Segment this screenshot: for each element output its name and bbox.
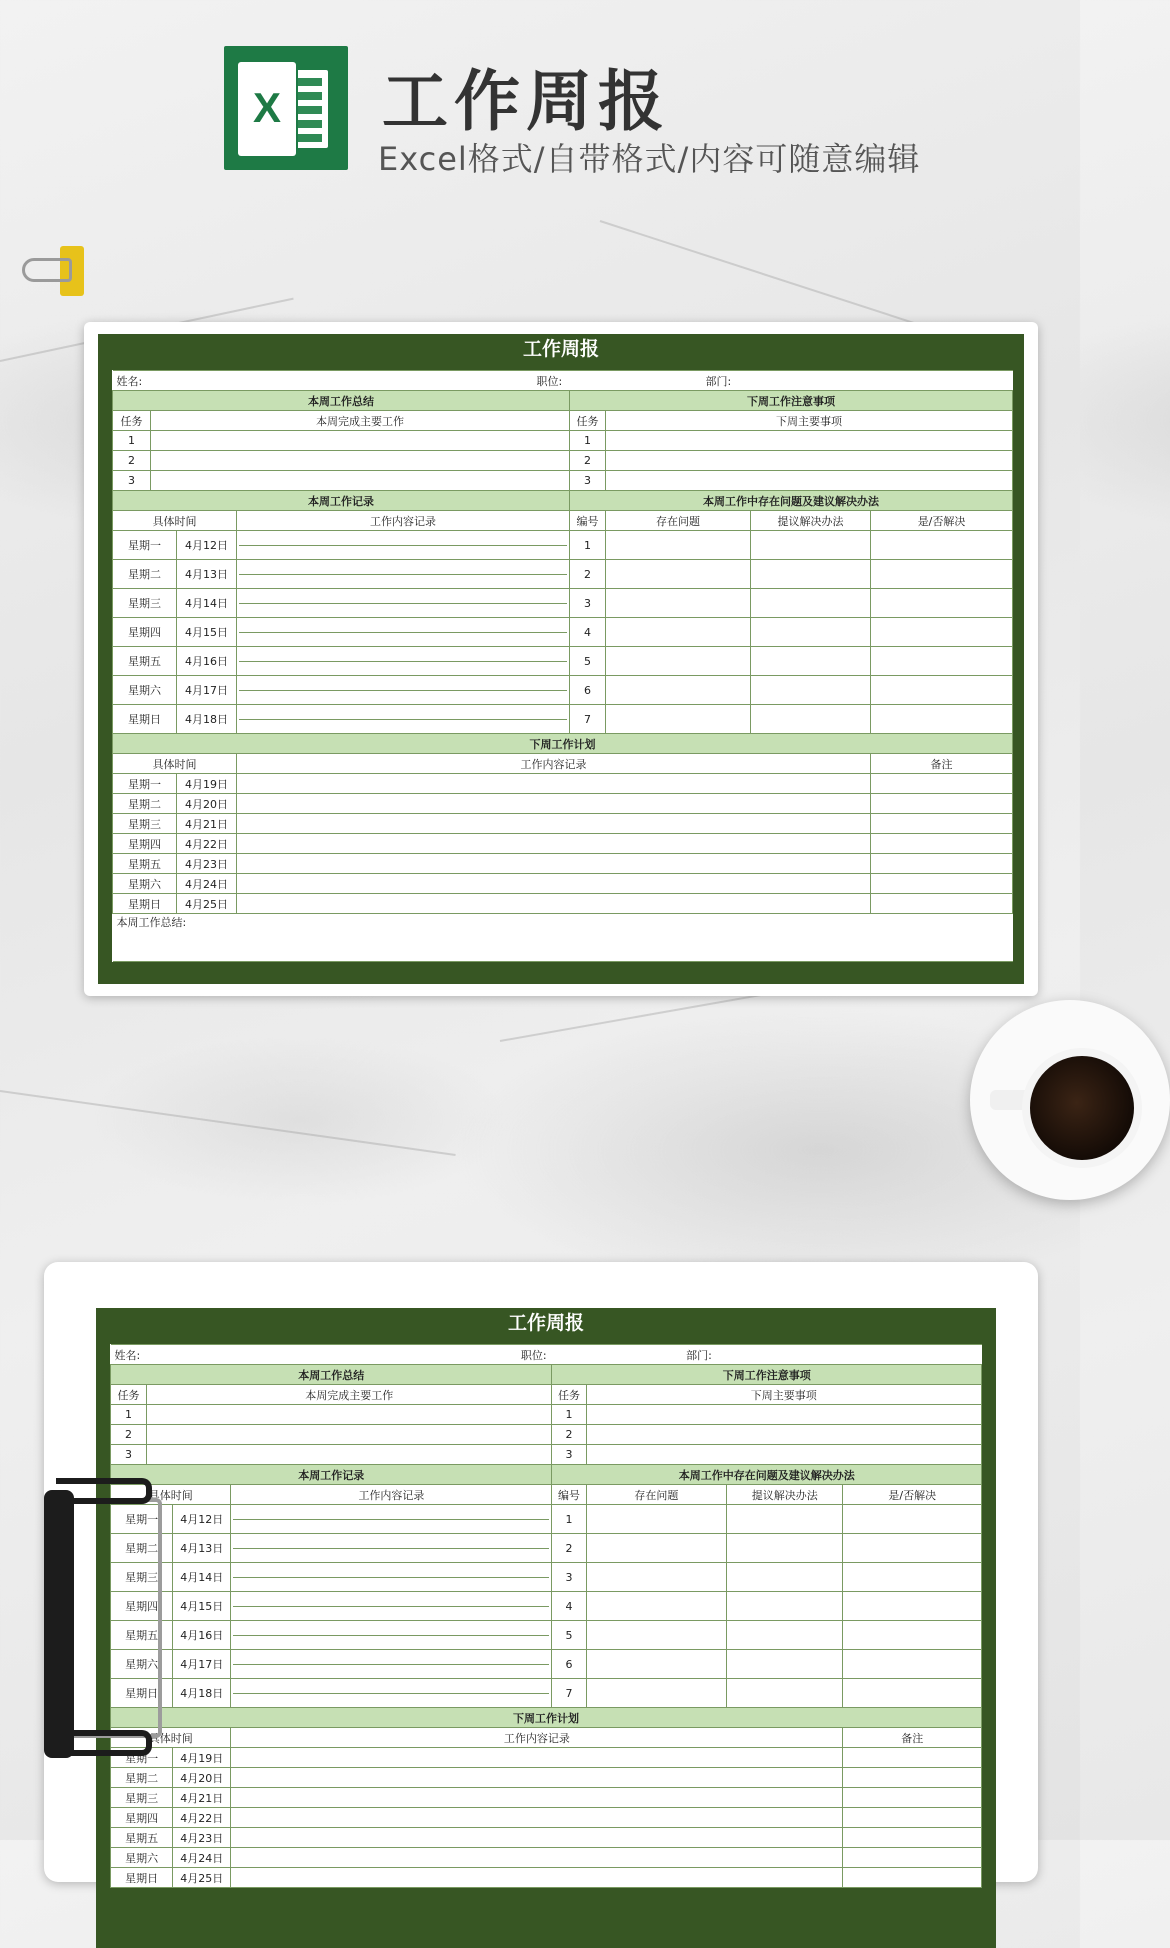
resolved-cell[interactable] xyxy=(843,1563,982,1592)
page-title: 工作周报 xyxy=(382,64,670,138)
sheet-title: 工作周报 xyxy=(507,1312,584,1334)
day-cell: 星期二 xyxy=(111,1768,173,1788)
problem-cell[interactable] xyxy=(586,1679,726,1708)
task-cell[interactable] xyxy=(606,471,1013,491)
remark-cell[interactable] xyxy=(871,834,1013,854)
resolved-cell[interactable] xyxy=(871,618,1013,647)
resolved-cell[interactable] xyxy=(871,647,1013,676)
resolved-cell[interactable] xyxy=(843,1621,982,1650)
day-cell: 星期一 xyxy=(111,1505,173,1534)
task-cell[interactable] xyxy=(147,1425,552,1445)
dept-label[interactable]: 部门: xyxy=(586,1345,981,1365)
plan-content-cell[interactable] xyxy=(231,1868,843,1888)
resolved-label: 是/否解决 xyxy=(871,511,1013,531)
issue-number: 1 xyxy=(552,1505,586,1534)
summary-header-row xyxy=(111,1365,982,1385)
suggest-cell[interactable] xyxy=(727,1679,843,1708)
day-cell: 星期六 xyxy=(113,676,177,705)
problem-cell[interactable] xyxy=(606,676,751,705)
plan-row xyxy=(113,794,1013,814)
issue-number: 2 xyxy=(570,560,606,589)
task-number: 1 xyxy=(570,431,606,451)
plan-row xyxy=(111,1768,982,1788)
time-label: 具体时间 xyxy=(113,754,237,774)
issue-number: 3 xyxy=(570,589,606,618)
task-number: 2 xyxy=(113,451,151,471)
name-label[interactable]: 姓名: xyxy=(111,1345,231,1365)
plan-header-row xyxy=(113,734,1013,754)
problem-cell[interactable] xyxy=(606,618,751,647)
remark-cell[interactable] xyxy=(843,1808,982,1828)
record-row xyxy=(111,1679,982,1708)
date-cell: 4月13日 xyxy=(173,1534,231,1563)
suggest-cell[interactable] xyxy=(727,1592,843,1621)
plan-row xyxy=(111,1748,982,1768)
issue-number: 5 xyxy=(552,1621,586,1650)
content-cell[interactable] xyxy=(237,647,570,676)
date-cell: 4月14日 xyxy=(173,1563,231,1592)
task-number: 2 xyxy=(570,451,606,471)
date-cell: 4月20日 xyxy=(177,794,237,814)
task-cell[interactable] xyxy=(147,1445,552,1465)
remark-cell[interactable] xyxy=(843,1868,982,1888)
plan-content-cell[interactable] xyxy=(231,1768,843,1788)
problem-cell[interactable] xyxy=(586,1650,726,1679)
issues-header: 本周工作中存在问题及建议解决办法 xyxy=(552,1465,982,1485)
plan-row xyxy=(111,1848,982,1868)
task-row xyxy=(113,431,1013,451)
next-items-label: 下周主要事项 xyxy=(586,1385,981,1405)
remark-cell[interactable] xyxy=(871,774,1013,794)
position-label[interactable]: 职位: xyxy=(237,371,606,391)
report-table-2 xyxy=(110,1344,982,1888)
issue-number: 5 xyxy=(570,647,606,676)
problem-cell[interactable] xyxy=(606,647,751,676)
info-row xyxy=(111,1345,982,1365)
date-cell: 4月14日 xyxy=(177,589,237,618)
day-cell: 星期日 xyxy=(111,1868,173,1888)
task-label: 任务 xyxy=(111,1385,147,1405)
day-cell: 星期五 xyxy=(113,647,177,676)
task-number: 3 xyxy=(113,471,151,491)
task-header-row xyxy=(111,1385,982,1405)
issue-number: 4 xyxy=(552,1592,586,1621)
task-number: 1 xyxy=(113,431,151,451)
task-row xyxy=(111,1405,982,1425)
time-label: 具体时间 xyxy=(113,511,237,531)
remark-cell[interactable] xyxy=(871,794,1013,814)
problem-cell[interactable] xyxy=(606,705,751,734)
plan-content-cell[interactable] xyxy=(237,774,871,794)
summary-header: 本周工作总结 xyxy=(113,391,570,411)
content-cell[interactable] xyxy=(231,1534,552,1563)
suggest-label: 提议解决办法 xyxy=(727,1485,843,1505)
record-col-row xyxy=(111,1485,982,1505)
logo-doc xyxy=(238,62,296,156)
day-cell: 星期一 xyxy=(113,774,177,794)
notes-header: 下周工作注意事项 xyxy=(570,391,1013,411)
content-cell[interactable] xyxy=(231,1621,552,1650)
sheet-title: 工作周报 xyxy=(522,338,599,360)
suggest-cell[interactable] xyxy=(751,647,871,676)
task-row xyxy=(111,1445,982,1465)
day-cell: 星期日 xyxy=(111,1679,173,1708)
task-number: 3 xyxy=(111,1445,147,1465)
issue-number: 4 xyxy=(570,618,606,647)
resolved-cell[interactable] xyxy=(843,1650,982,1679)
content-cell[interactable] xyxy=(231,1650,552,1679)
suggest-cell[interactable] xyxy=(751,705,871,734)
date-cell: 4月18日 xyxy=(177,705,237,734)
record-row xyxy=(111,1505,982,1534)
day-cell: 星期六 xyxy=(111,1650,173,1679)
date-cell: 4月13日 xyxy=(177,560,237,589)
date-cell: 4月24日 xyxy=(173,1848,231,1868)
plan-col-row xyxy=(111,1728,982,1748)
this-week-rows xyxy=(111,1505,982,1708)
plan-row xyxy=(113,854,1013,874)
done-work-label: 本周完成主要工作 xyxy=(151,411,570,431)
day-cell: 星期四 xyxy=(111,1592,173,1621)
day-cell: 星期日 xyxy=(113,894,177,914)
task-number: 3 xyxy=(552,1445,586,1465)
task-row xyxy=(113,451,1013,471)
suggest-cell[interactable] xyxy=(751,676,871,705)
problem-cell[interactable] xyxy=(606,589,751,618)
issue-number: 7 xyxy=(552,1679,586,1708)
record-row xyxy=(111,1534,982,1563)
resolved-cell[interactable] xyxy=(843,1679,982,1708)
summary-header-row xyxy=(113,391,1013,411)
day-cell: 星期一 xyxy=(111,1748,173,1768)
time-label: 具体时间 xyxy=(111,1728,231,1748)
task-cell[interactable] xyxy=(151,431,570,451)
content-label: 工作内容记录 xyxy=(237,754,871,774)
issues-header: 本周工作中存在问题及建议解决办法 xyxy=(570,491,1013,511)
content-cell[interactable] xyxy=(237,589,570,618)
content-label: 工作内容记录 xyxy=(231,1485,552,1505)
plan-row xyxy=(113,814,1013,834)
resolved-cell[interactable] xyxy=(871,560,1013,589)
position-label[interactable]: 职位: xyxy=(231,1345,586,1365)
num-label: 编号 xyxy=(570,511,606,531)
content-cell[interactable] xyxy=(237,560,570,589)
task-row xyxy=(113,471,1013,491)
coffee-cup-icon xyxy=(970,1000,1170,1200)
remark-cell[interactable] xyxy=(843,1848,982,1868)
issue-number: 6 xyxy=(552,1650,586,1679)
task-cell[interactable] xyxy=(586,1445,981,1465)
weekly-report-sheet-2 xyxy=(96,1308,996,1948)
day-cell: 星期三 xyxy=(111,1563,173,1592)
num-label: 编号 xyxy=(552,1485,586,1505)
problem-label: 存在问题 xyxy=(606,511,751,531)
plan-content-cell[interactable] xyxy=(231,1748,843,1768)
task-label: 任务 xyxy=(113,411,151,431)
record-row xyxy=(111,1621,982,1650)
plan-content-cell[interactable] xyxy=(231,1848,843,1868)
day-cell: 星期四 xyxy=(111,1808,173,1828)
day-cell: 星期三 xyxy=(113,814,177,834)
resolved-cell[interactable] xyxy=(843,1505,982,1534)
excel-logo-icon xyxy=(224,46,348,170)
task-cell[interactable] xyxy=(586,1425,981,1445)
resolved-cell[interactable] xyxy=(871,676,1013,705)
date-cell: 4月15日 xyxy=(173,1592,231,1621)
weekly-report-sheet xyxy=(98,334,1024,984)
resolved-cell[interactable] xyxy=(843,1592,982,1621)
issue-number: 6 xyxy=(570,676,606,705)
record-header-row xyxy=(113,491,1013,511)
content-cell[interactable] xyxy=(231,1679,552,1708)
day-cell: 星期四 xyxy=(113,618,177,647)
plan-content-cell[interactable] xyxy=(231,1808,843,1828)
content-cell[interactable] xyxy=(237,531,570,560)
page-subtitle: Excel格式/自带格式/内容可随意编辑 xyxy=(378,140,921,178)
plan-row xyxy=(111,1828,982,1848)
logo-letter: X xyxy=(252,84,281,131)
task-cell[interactable] xyxy=(586,1405,981,1425)
task-number: 2 xyxy=(552,1425,586,1445)
content-cell[interactable] xyxy=(231,1563,552,1592)
day-cell: 星期四 xyxy=(113,834,177,854)
issue-number: 3 xyxy=(552,1563,586,1592)
date-cell: 4月22日 xyxy=(173,1808,231,1828)
marble-vein xyxy=(0,1090,456,1156)
task-label-right: 任务 xyxy=(570,411,606,431)
resolved-cell[interactable] xyxy=(843,1534,982,1563)
issue-number: 1 xyxy=(570,531,606,560)
plan-row xyxy=(113,894,1013,914)
paper-clip-icon xyxy=(20,244,86,294)
plan-content-cell[interactable] xyxy=(237,814,871,834)
content-cell[interactable] xyxy=(237,618,570,647)
content-cell[interactable] xyxy=(237,705,570,734)
suggest-cell[interactable] xyxy=(751,560,871,589)
task-header-row xyxy=(113,411,1013,431)
problem-cell[interactable] xyxy=(606,560,751,589)
date-cell: 4月23日 xyxy=(177,854,237,874)
plan-row xyxy=(111,1808,982,1828)
day-cell: 星期五 xyxy=(111,1828,173,1848)
problem-cell[interactable] xyxy=(606,531,751,560)
plan-row xyxy=(113,834,1013,854)
record-row xyxy=(113,676,1013,705)
day-cell: 星期二 xyxy=(113,560,177,589)
date-cell: 4月16日 xyxy=(173,1621,231,1650)
task-number: 1 xyxy=(552,1405,586,1425)
resolved-cell[interactable] xyxy=(871,705,1013,734)
suggest-cell[interactable] xyxy=(751,589,871,618)
task-cell[interactable] xyxy=(147,1405,552,1425)
task-number: 1 xyxy=(111,1405,147,1425)
binder-clip-icon xyxy=(42,1470,152,1770)
date-cell: 4月19日 xyxy=(173,1748,231,1768)
clipboard-preview-card xyxy=(44,1262,1038,1885)
plan-content-cell[interactable] xyxy=(231,1828,843,1848)
resolved-label: 是/否解决 xyxy=(843,1485,982,1505)
record-row xyxy=(111,1592,982,1621)
plan-header-row xyxy=(111,1708,982,1728)
date-cell: 4月22日 xyxy=(177,834,237,854)
day-cell: 星期三 xyxy=(111,1788,173,1808)
remark-cell[interactable] xyxy=(871,894,1013,914)
summary-header: 本周工作总结 xyxy=(111,1365,552,1385)
remark-cell[interactable] xyxy=(843,1748,982,1768)
day-cell: 星期五 xyxy=(113,854,177,874)
date-cell: 4月17日 xyxy=(177,676,237,705)
suggest-cell[interactable] xyxy=(751,618,871,647)
task-cell[interactable] xyxy=(606,451,1013,471)
plan-header: 下周工作计划 xyxy=(113,734,1013,754)
suggest-cell[interactable] xyxy=(727,1650,843,1679)
remark-label: 备注 xyxy=(843,1728,982,1748)
record-row xyxy=(113,589,1013,618)
date-cell: 4月20日 xyxy=(173,1768,231,1788)
record-header-row xyxy=(111,1465,982,1485)
plan-content-cell[interactable] xyxy=(237,894,871,914)
task-row xyxy=(111,1425,982,1445)
record-row xyxy=(113,705,1013,734)
date-cell: 4月18日 xyxy=(173,1679,231,1708)
done-work-label: 本周完成主要工作 xyxy=(147,1385,552,1405)
problem-cell[interactable] xyxy=(586,1505,726,1534)
this-week-rows xyxy=(113,531,1013,734)
content-label: 工作内容记录 xyxy=(231,1728,843,1748)
name-label[interactable]: 姓名: xyxy=(113,371,237,391)
plan-col-row xyxy=(113,754,1013,774)
plan-row xyxy=(113,874,1013,894)
plan-content-cell[interactable] xyxy=(237,854,871,874)
day-cell: 星期二 xyxy=(113,794,177,814)
suggest-cell[interactable] xyxy=(727,1505,843,1534)
problem-cell[interactable] xyxy=(586,1534,726,1563)
date-cell: 4月25日 xyxy=(177,894,237,914)
date-cell: 4月21日 xyxy=(177,814,237,834)
suggest-cell[interactable] xyxy=(751,531,871,560)
task-number: 2 xyxy=(111,1425,147,1445)
record-row xyxy=(113,531,1013,560)
day-cell: 星期六 xyxy=(113,874,177,894)
record-row xyxy=(113,560,1013,589)
problem-cell[interactable] xyxy=(586,1563,726,1592)
remark-cell[interactable] xyxy=(843,1768,982,1788)
problem-label: 存在问题 xyxy=(586,1485,726,1505)
content-label: 工作内容记录 xyxy=(237,511,570,531)
remark-label: 备注 xyxy=(871,754,1013,774)
date-cell: 4月17日 xyxy=(173,1650,231,1679)
resolved-cell[interactable] xyxy=(871,589,1013,618)
plan-row xyxy=(111,1868,982,1888)
day-cell: 星期六 xyxy=(111,1848,173,1868)
day-cell: 星期五 xyxy=(111,1621,173,1650)
date-cell: 4月16日 xyxy=(177,647,237,676)
date-cell: 4月25日 xyxy=(173,1868,231,1888)
sheet-preview-card xyxy=(84,322,1038,996)
suggest-cell[interactable] xyxy=(727,1563,843,1592)
next-week-rows xyxy=(111,1748,982,1888)
plan-content-cell[interactable] xyxy=(237,874,871,894)
day-cell: 星期二 xyxy=(111,1534,173,1563)
date-cell: 4月24日 xyxy=(177,874,237,894)
week-summary-cell[interactable] xyxy=(113,914,1013,962)
record-header: 本周工作记录 xyxy=(111,1465,552,1485)
week-summary-row xyxy=(113,914,1013,962)
content-cell[interactable] xyxy=(231,1592,552,1621)
plan-content-cell[interactable] xyxy=(237,834,871,854)
time-label: 具体时间 xyxy=(111,1485,231,1505)
date-cell: 4月15日 xyxy=(177,618,237,647)
date-cell: 4月21日 xyxy=(173,1788,231,1808)
record-header: 本周工作记录 xyxy=(113,491,570,511)
record-row xyxy=(113,618,1013,647)
week-summary-label: 本周工作总结: xyxy=(116,916,187,929)
task-cell[interactable] xyxy=(151,451,570,471)
notes-header: 下周工作注意事项 xyxy=(552,1365,982,1385)
dept-label[interactable]: 部门: xyxy=(606,371,1013,391)
date-cell: 4月12日 xyxy=(173,1505,231,1534)
day-cell: 星期三 xyxy=(113,589,177,618)
date-cell: 4月19日 xyxy=(177,774,237,794)
suggest-cell[interactable] xyxy=(727,1621,843,1650)
record-row xyxy=(111,1650,982,1679)
next-week-rows xyxy=(113,774,1013,914)
remark-cell[interactable] xyxy=(843,1788,982,1808)
plan-header: 下周工作计划 xyxy=(111,1708,982,1728)
suggest-cell[interactable] xyxy=(727,1534,843,1563)
plan-content-cell[interactable] xyxy=(231,1788,843,1808)
content-cell[interactable] xyxy=(237,676,570,705)
plan-content-cell[interactable] xyxy=(237,794,871,814)
record-row xyxy=(111,1563,982,1592)
suggest-label: 提议解决办法 xyxy=(751,511,871,531)
record-col-row xyxy=(113,511,1013,531)
record-row xyxy=(113,647,1013,676)
next-items-label: 下周主要事项 xyxy=(606,411,1013,431)
remark-cell[interactable] xyxy=(871,874,1013,894)
plan-row xyxy=(113,774,1013,794)
resolved-cell[interactable] xyxy=(871,531,1013,560)
task-cell[interactable] xyxy=(606,431,1013,451)
remark-cell[interactable] xyxy=(843,1828,982,1848)
info-row xyxy=(113,371,1013,391)
task-cell[interactable] xyxy=(151,471,570,491)
remark-cell[interactable] xyxy=(871,854,1013,874)
issue-number: 7 xyxy=(570,705,606,734)
plan-row xyxy=(111,1788,982,1808)
report-table xyxy=(112,370,1013,962)
date-cell: 4月23日 xyxy=(173,1828,231,1848)
day-cell: 星期一 xyxy=(113,531,177,560)
remark-cell[interactable] xyxy=(871,814,1013,834)
problem-cell[interactable] xyxy=(586,1621,726,1650)
problem-cell[interactable] xyxy=(586,1592,726,1621)
issue-number: 2 xyxy=(552,1534,586,1563)
task-label-right: 任务 xyxy=(552,1385,586,1405)
task-number: 3 xyxy=(570,471,606,491)
date-cell: 4月12日 xyxy=(177,531,237,560)
content-cell[interactable] xyxy=(231,1505,552,1534)
day-cell: 星期日 xyxy=(113,705,177,734)
